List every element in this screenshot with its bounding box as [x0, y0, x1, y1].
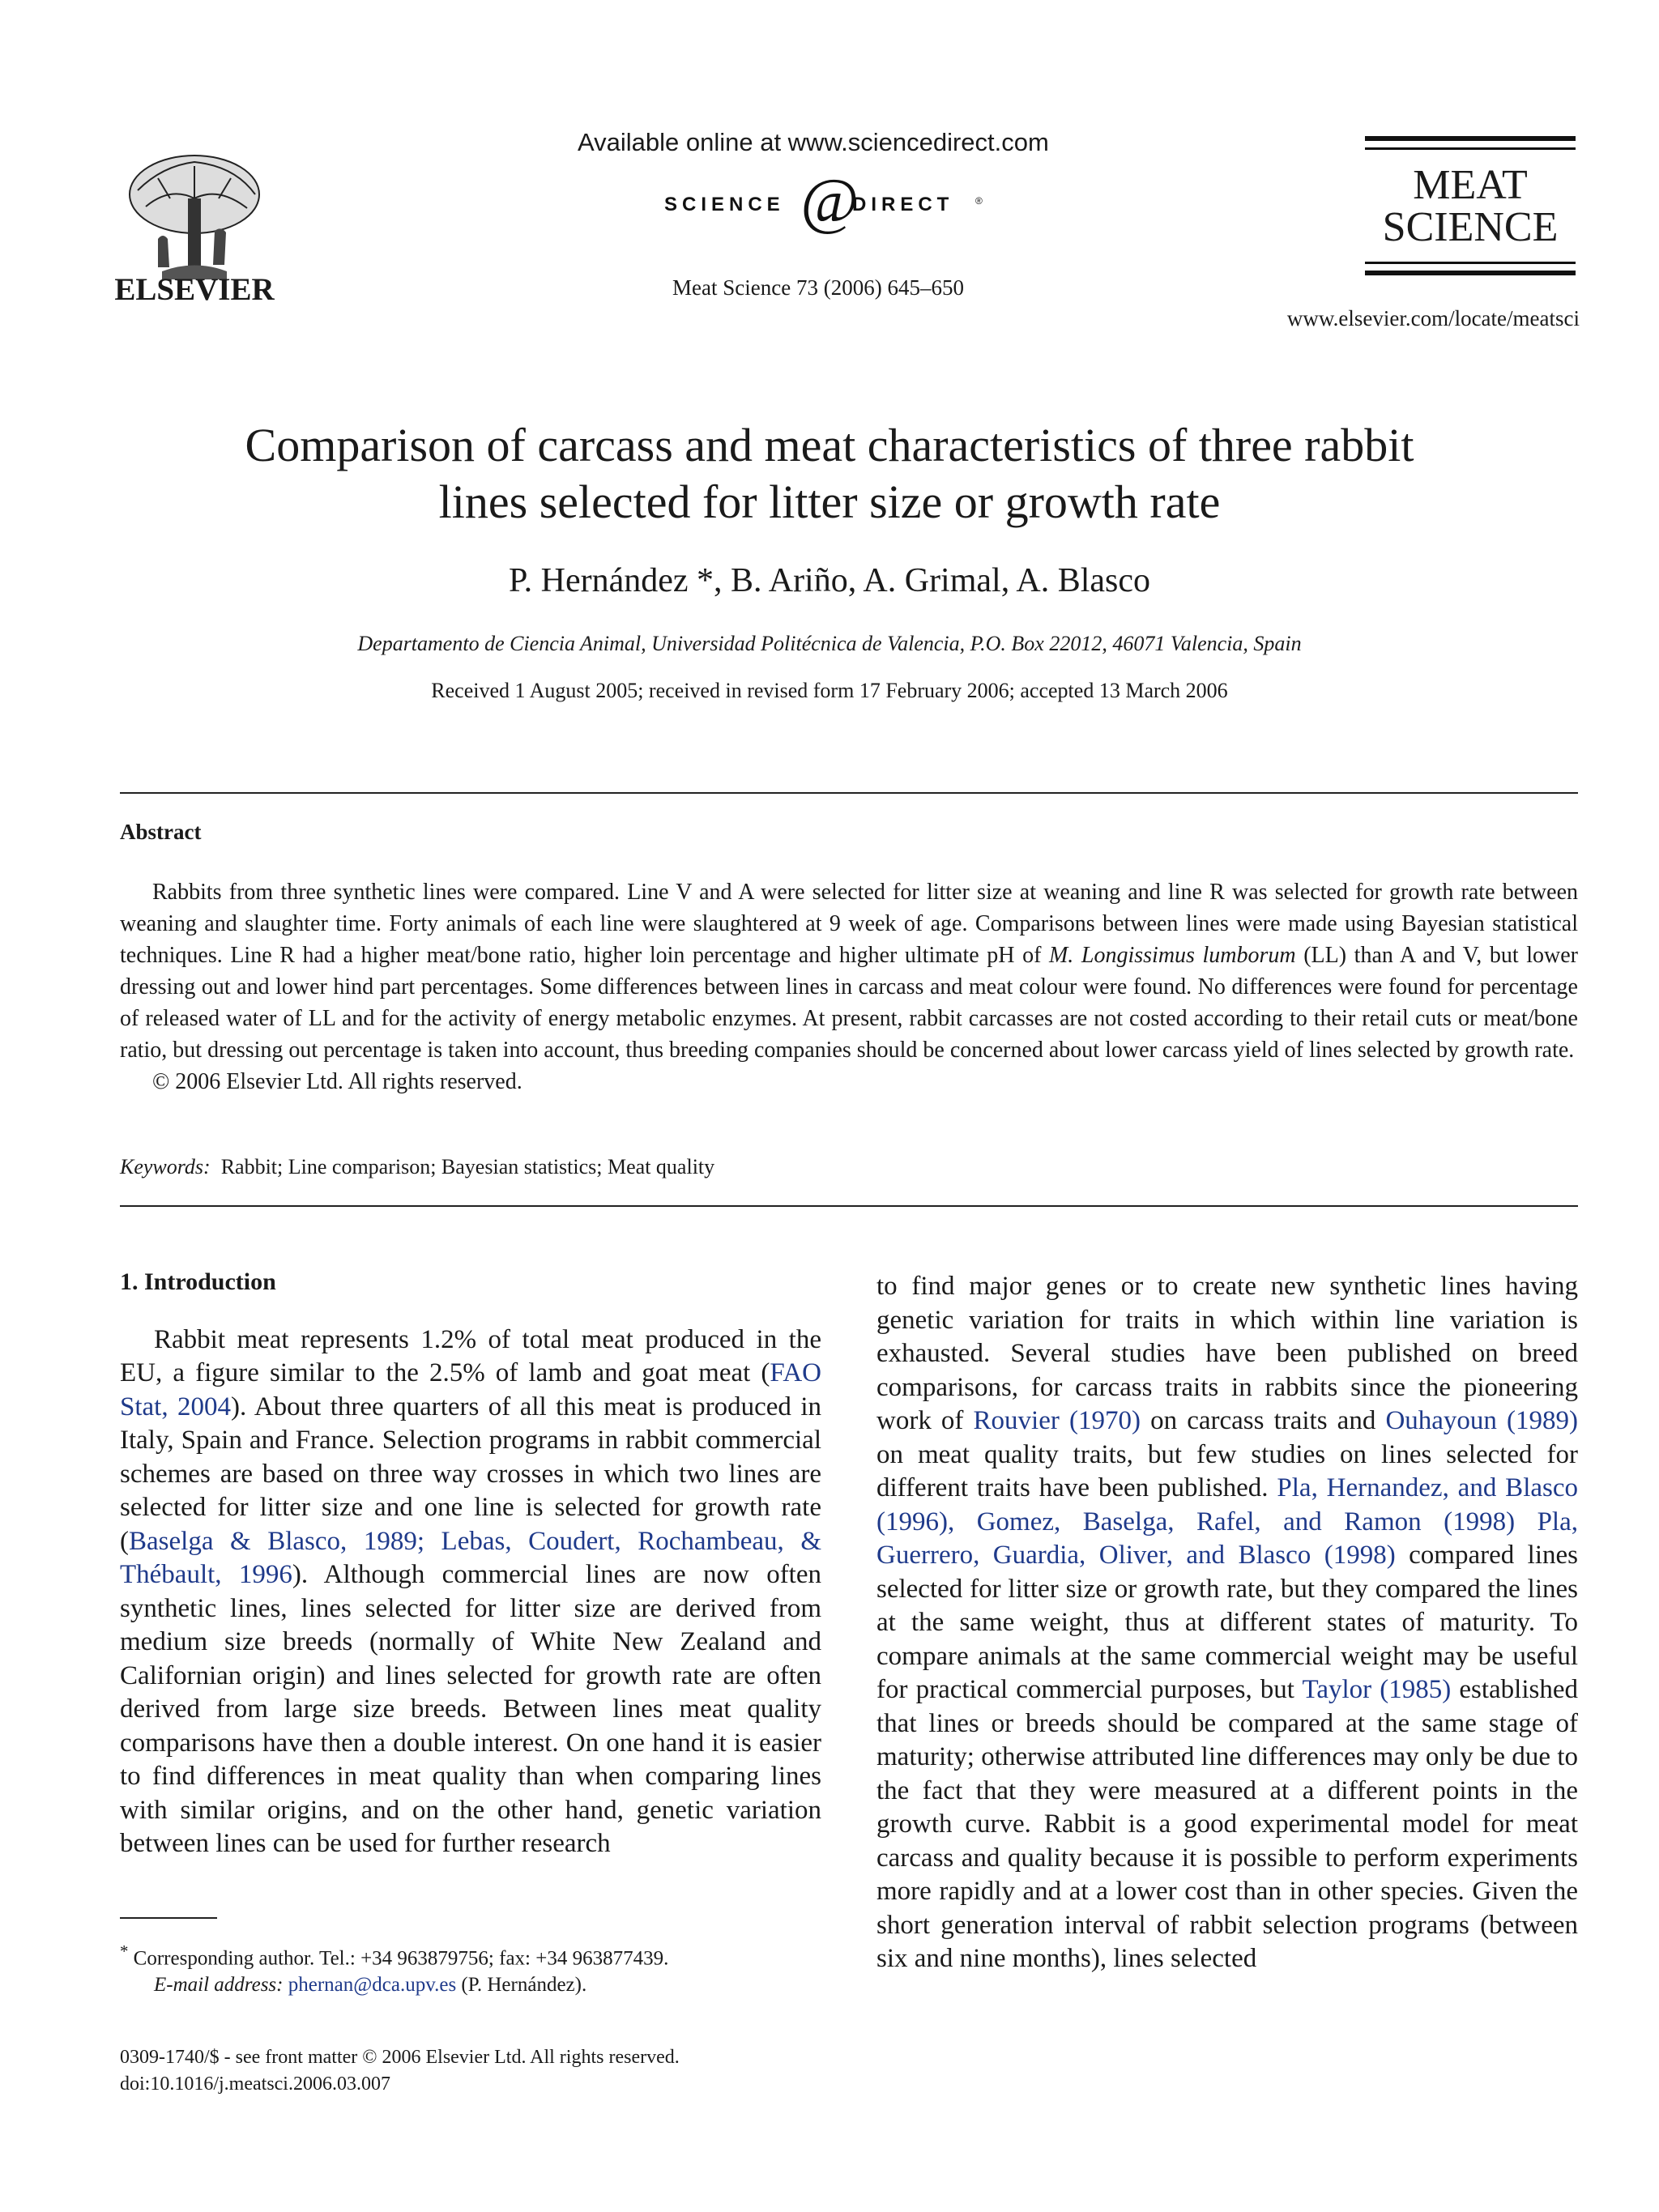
- abstract-body: [120, 876, 1578, 1097]
- body-text: established that lines or breeds should be compared at the same stage of maturity; otherwise attributed line differences may only be due to the fact that they were measured at a different points in the growth curve. Rabbit is a good experimental model for meat carcass and quality because it is possible to perform experiments more rapidly and at a lower cost than in other species. Given the short generation interval of rabbit selection programs (between six and nine months), lines selected: [876, 1675, 1578, 1973]
- left-column: [120, 1265, 821, 1861]
- sd-at-mark: @: [800, 172, 859, 236]
- body-text: on meat quality traits, but few studies on lines selected for different traits have been published.: [876, 1439, 1578, 1502]
- journal-url-link[interactable]: www.elsevier.com/locate/meatsci: [1286, 306, 1580, 330]
- sd-left-word: SCIENCE: [664, 194, 785, 215]
- journal-citation: Meat Science 73 (2006) 645–650: [672, 275, 964, 300]
- abstract-italic-term: M. Longissimus lumborum: [1048, 943, 1296, 968]
- journal-masthead: [1365, 136, 1576, 282]
- doi-link[interactable]: doi:10.1016/j.meatsci.2006.03.007: [120, 2073, 390, 2095]
- article-title: [122, 417, 1537, 531]
- citation-link[interactable]: FAO Stat, 2004: [120, 1358, 821, 1421]
- author-name[interactable]: P. Hernández: [508, 562, 689, 599]
- section-divider: [120, 1205, 1578, 1207]
- masthead-rule: [1365, 136, 1576, 141]
- masthead-rule: [1365, 271, 1576, 275]
- intro-paragraph-continued: [876, 1270, 1578, 1976]
- body-text: ). Although commercial lines are now often synthetic lines, lines selected for litter size are derived from medium size breeds (normally of White New Zealand and Californian origin) and lines selected for growth rate are often derived from large size breeds. Between lines meat quality comparisons have then a double interest. On one hand it is easier to find differences in meat quality than when comparing lines with similar origins, and on the other hand, genetic variation between lines can be used for further research: [120, 1560, 821, 1858]
- title-line: Comparison of carcass and meat characteristics of three rabbit: [245, 419, 1414, 471]
- right-column: [876, 1270, 1578, 1976]
- body-text: compared lines selected for litter size or growth rate, but they compared the lines at the same weight, thus at different states of maturity. To compare animals at the same commercial weight may be useful for practical commercial purposes, but: [876, 1541, 1578, 1704]
- keywords-list: Rabbit; Line comparison; Bayesian statistics; Meat quality: [220, 1155, 715, 1178]
- abstract-heading: Abstract: [120, 820, 202, 844]
- citation-link[interactable]: Pla, Hernandez, and Blasco (1996), Gomez, Baselga, Rafel, and Ramon (1998) Pla, Guerrero, Guardia, Oliver, and Blasco (1998): [876, 1473, 1578, 1570]
- footnote-rule: [120, 1917, 217, 1919]
- masthead-rule: [1365, 262, 1576, 264]
- section-heading-introduction: 1. Introduction: [120, 1268, 276, 1295]
- abstract-text-part: (LL) than A and V, but lower dressing out and lower hind part percentages. Some differences between lines in carcass and meat colour were found. No differences were found for percentage of released water of LL and for the activity of energy metabolic enzymes. At present, rabbit carcasses are not costed according to their retail cuts or meat/bone ratio, but dressing out percentage is taken into account, thus breeding companies should be concerned about lower carcass yield of lines selected by growth rate.: [120, 943, 1578, 1063]
- body-text: to find major genes or to create new synthetic lines having genetic variation for traits in which within line variation is exhausted. Several studies have been published on breed comparisons, for carcass traits in rabbits since the pioneering work of: [876, 1272, 1578, 1435]
- masthead-rule: [1365, 147, 1576, 150]
- email-suffix: (P. Hernández).: [456, 1974, 587, 1997]
- citation-link[interactable]: Ouhayoun (1989): [1385, 1406, 1579, 1435]
- keywords-label: Keywords:: [120, 1155, 211, 1178]
- footnote-line: [120, 1938, 821, 1971]
- keywords: [120, 1155, 1578, 1179]
- journal-name: [1365, 164, 1576, 249]
- author-list: [122, 561, 1537, 600]
- footnote-text: Corresponding author. Tel.: +34 963879756; fax: +34 963877439.: [128, 1947, 669, 1970]
- received-dates: Received 1 August 2005; received in revised form 17 February 2006; accepted 13 March 2006: [431, 679, 1228, 702]
- body-text: Rabbit meat represents 1.2% of total meat produced in the EU, a figure similar to the 2.5% of lamb and goat meat (: [120, 1324, 821, 1387]
- abstract-copyright: © 2006 Elsevier Ltd. All rights reserved.: [152, 1069, 522, 1094]
- email-link[interactable]: phernan@dca.upv.es: [288, 1974, 457, 1997]
- publisher-name: ELSEVIER: [114, 272, 275, 307]
- journal-name-line2: SCIENCE: [1382, 204, 1559, 250]
- email-label: E-mail address:: [154, 1974, 284, 1997]
- footnote: [120, 1938, 821, 1998]
- footnote-mark: *: [120, 1941, 129, 1961]
- footnote-email-line: [120, 1971, 821, 1998]
- front-matter: [120, 2044, 821, 2098]
- corresponding-mark[interactable]: *: [688, 562, 714, 599]
- section-divider: [120, 792, 1578, 794]
- intro-paragraph: [120, 1323, 821, 1861]
- affiliation: Departamento de Ciencia Animal, Universidad Politécnica de Valencia, P.O. Box 22012, 46071 Valencia, Spain: [357, 632, 1302, 655]
- body-text: ). About three quarters of all this meat is produced in Italy, Spain and France. Selection programs in rabbit commercial schemes are based on three way crosses in which two lines are selected for litter size and one line is selected for growth rate (: [120, 1392, 821, 1556]
- sd-right-word: DIRECT: [852, 194, 954, 215]
- issn-line: 0309-1740/$ - see front matter © 2006 Elsevier Ltd. All rights reserved.: [120, 2047, 680, 2068]
- sd-registered-mark: ®: [975, 195, 983, 207]
- journal-name-line1: MEAT: [1413, 162, 1528, 208]
- body-text: on carcass traits and: [1140, 1406, 1386, 1435]
- sciencedirect-logo: [664, 172, 988, 237]
- citation-link[interactable]: Baselga & Blasco, 1989; Lebas, Coudert, Rochambeau, & Thébault, 1996: [120, 1526, 821, 1589]
- abstract-text-part: Rabbits from three synthetic lines were compared. Line V and A were selected for litter size at weaning and line R was selected for growth rate between weaning and slaughter time. Forty animals of each line were slaughtered at 9 week of age. Comparisons between lines were made using Bayesian statistical techniques. Line R had a higher meat/bone ratio, higher loin percentage and higher ultimate pH of: [120, 880, 1578, 968]
- abstract-paragraph: [120, 876, 1578, 1066]
- coauthor-names: , B. Ariño, A. Grimal, A. Blasco: [714, 562, 1151, 599]
- title-line: lines selected for litter size or growth rate: [438, 475, 1221, 528]
- citation-link[interactable]: Taylor (1985): [1302, 1675, 1452, 1704]
- available-online-text: Available online at www.sciencedirect.com: [578, 128, 1049, 156]
- citation-link[interactable]: Rouvier (1970): [973, 1406, 1141, 1435]
